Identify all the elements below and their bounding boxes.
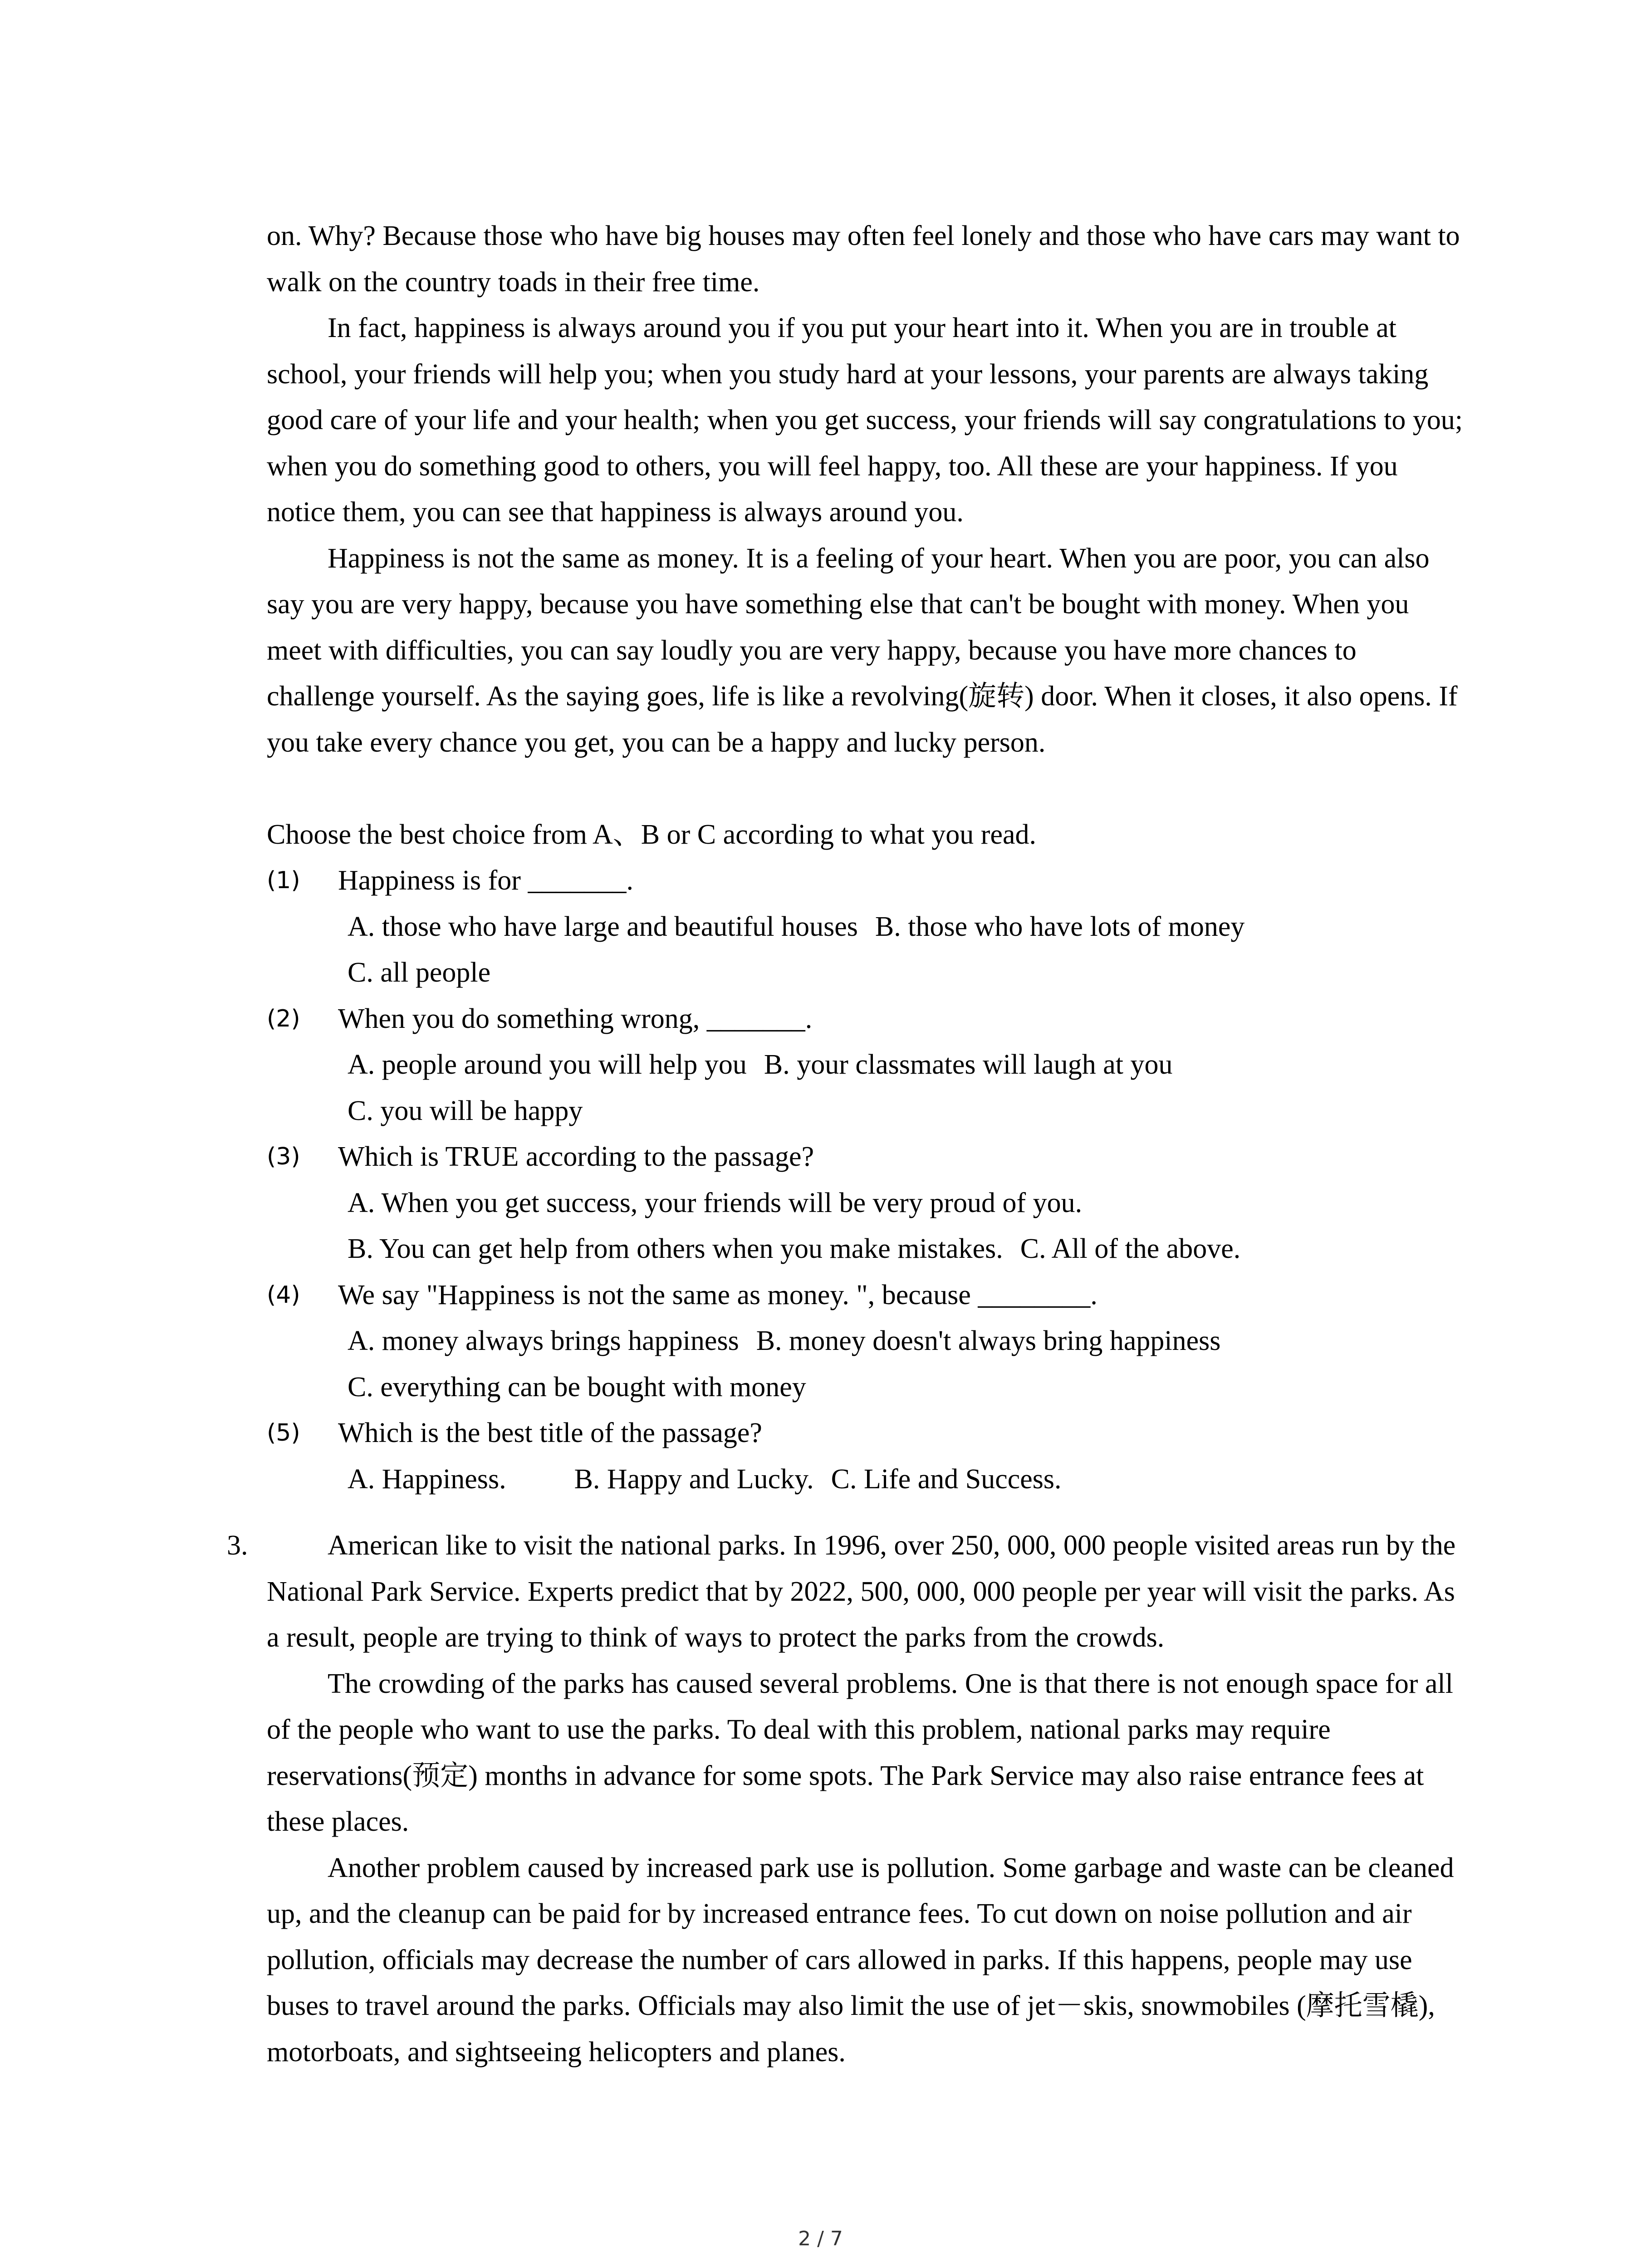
page-content bbox=[227, 213, 1465, 2075]
question-number: (4) bbox=[267, 1281, 300, 1309]
question-stem-row bbox=[267, 1134, 1465, 1180]
option-c: C. everything can be bought with money bbox=[348, 1371, 806, 1403]
option-a: A. money always brings happiness bbox=[348, 1325, 739, 1356]
passage-paragraph: Another problem caused by increased park use is pollution. Some garbage and waste can be cleaned up, and the cleanup can be paid for by increased entrance fees. To cut down on noise pollution and air pollution, officials may decrease the number of cars allowed in parks. If this happens, people may use buses to travel around the parks. Officials may also limit the use of jet－skis, snowmobiles (摩托雪橇), motorboats, and sightseeing helicopters and planes. bbox=[267, 1852, 1454, 2068]
question-stem: We say "Happiness is not the same as money. ", because ________. bbox=[338, 1279, 1097, 1310]
passage-paragraph: on. Why? Because those who have big houses may often feel lonely and those who have cars may want to walk on the country toads in their free time. bbox=[267, 220, 1460, 298]
question-stem: Which is TRUE according to the passage? bbox=[338, 1141, 814, 1172]
question-2 bbox=[267, 996, 1465, 1134]
option-a: A. those who have large and beautiful houses bbox=[348, 911, 858, 942]
question-5 bbox=[267, 1410, 1465, 1502]
question-number: (2) bbox=[267, 1005, 300, 1032]
passage-paragraph: In fact, happiness is always around you if you put your heart into it. When you are in trouble at school, your friends will help you; when you study hard at your lessons, your parents are always taking good care of your life and your health; when you get success, your friends will say congratulations to you; when you do something good to others, you will feel happy, too. All these are your happiness. If you notice them, you can see that happiness is always around you. bbox=[267, 313, 1463, 528]
passage-paragraph: American like to visit the national parks. In 1996, over 250, 000, 000 people visited areas run by the National Park Service. Experts predict that by 2022, 500, 000, 000 people per year will visit the parks. As a result, people are trying to think of ways to protect the parks from the crowds. bbox=[267, 1530, 1456, 1653]
options-row bbox=[348, 1226, 1465, 1272]
options-row bbox=[348, 1088, 1465, 1134]
options-row bbox=[348, 1042, 1465, 1088]
question-1 bbox=[267, 858, 1465, 996]
question-number: (3) bbox=[267, 1143, 300, 1170]
option-a: A. Happiness. bbox=[348, 1463, 506, 1495]
passage-section-3 bbox=[227, 1523, 1465, 2075]
option-b: B. those who have lots of money bbox=[875, 911, 1245, 942]
question-4 bbox=[267, 1272, 1465, 1411]
passage-paragraph: The crowding of the parks has caused several problems. One is that there is not enough space for all of the people who want to use the parks. To deal with this problem, national parks may require reservations(预定) months in advance for some spots. The Park Service may also raise entrance fees at these places. bbox=[267, 1668, 1453, 1837]
option-b: B. money doesn't always bring happiness bbox=[756, 1325, 1221, 1356]
question-stem-row bbox=[267, 858, 1465, 904]
page-number: 2 / 7 bbox=[798, 2227, 843, 2250]
question-stem-row bbox=[267, 996, 1465, 1042]
options-row bbox=[348, 1318, 1465, 1364]
blank-line bbox=[267, 766, 1465, 812]
option-b: B. your classmates will laugh at you bbox=[764, 1049, 1173, 1080]
question-stem-row bbox=[267, 1272, 1465, 1319]
options-row bbox=[348, 1364, 1465, 1411]
option-a: A. When you get success, your friends will be very proud of you. bbox=[348, 1187, 1083, 1218]
option-c: C. All of the above. bbox=[1020, 1233, 1241, 1264]
option-c: C. Life and Success. bbox=[831, 1463, 1062, 1495]
question-stem: Which is the best title of the passage? bbox=[338, 1418, 762, 1448]
options-row bbox=[348, 1180, 1465, 1227]
options-row bbox=[348, 904, 1465, 950]
question-3 bbox=[267, 1134, 1465, 1272]
question-stem: Happiness is for _______. bbox=[338, 865, 633, 896]
question-stem-row bbox=[267, 1410, 1465, 1457]
options-row bbox=[348, 950, 1465, 996]
question-stem: When you do something wrong, _______. bbox=[338, 1003, 813, 1034]
passage-paragraph: Happiness is not the same as money. It is a feeling of your heart. When you are poor, you can also say you are very happy, because you have something else that can't be bought with money. When you meet with difficulties, you can say loudly you are very happy, because you have more chances to challenge yourself. As the saying goes, life is like a revolving(旋转) door. When it closes, it also opens. If you take every chance you get, you can be a happy and lucky person. bbox=[267, 543, 1458, 758]
question-number: (5) bbox=[267, 1419, 300, 1447]
options-row bbox=[348, 1457, 1465, 1503]
option-b: B. Happy and Lucky. bbox=[574, 1463, 814, 1495]
option-a: A. people around you will help you bbox=[348, 1049, 747, 1080]
question-number: (1) bbox=[267, 867, 300, 894]
section-number: 3. bbox=[227, 1530, 248, 1561]
option-b: B. You can get help from others when you make mistakes. bbox=[348, 1233, 1003, 1264]
option-c: C. all people bbox=[348, 957, 491, 988]
instruction-text: Choose the best choice from A、B or C according to what you read. bbox=[267, 819, 1036, 850]
option-c: C. you will be happy bbox=[348, 1095, 583, 1126]
